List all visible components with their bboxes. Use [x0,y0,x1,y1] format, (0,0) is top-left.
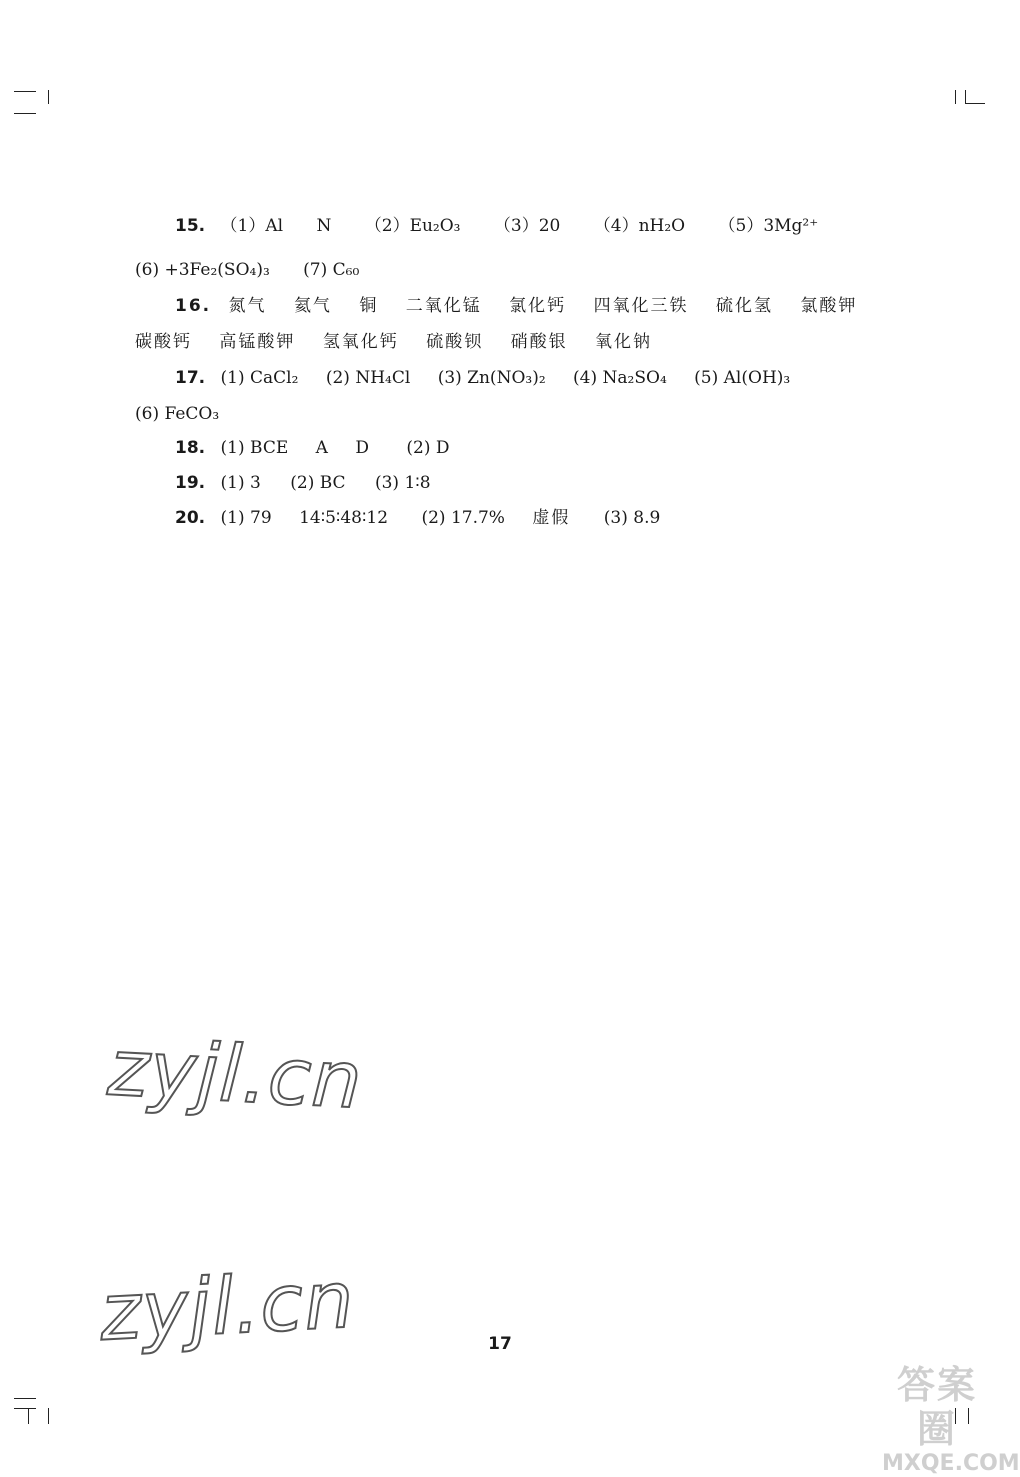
crop-mark-top-right [965,90,966,104]
crop-mark-top-left [48,90,49,104]
answer-part: 四氧化三铁 [593,296,689,316]
logo-text: 答案圈 [896,1363,977,1451]
question-number: 19. [175,473,206,493]
answer-part: （1）Al [220,216,284,236]
answer-part: 氯化钙 [509,296,567,316]
answer-part: 高锰酸钾 [219,332,296,352]
answer-part: (1) CaCl₂ [220,368,299,388]
site-logo [882,1363,1020,1476]
question-number: 20. [175,508,206,528]
answer-part: 虚假 [532,508,571,528]
answer-part: 碳酸钙 [135,332,192,352]
question-number: 18. [175,438,206,458]
answer-part: (3) Zn(NO₃)₂ [437,368,546,388]
question-number: 17. [175,368,206,388]
question-number: 16. [175,296,212,316]
answer-part: (2) D [406,438,450,458]
answer-part: 14∶5∶48∶12 [299,508,389,528]
logo-domain: MXQE.COM [882,1451,1020,1476]
crop-mark-top-right [955,90,956,104]
answer-18 [175,436,450,460]
answer-part: (4) Na₂SO₄ [573,368,667,388]
crop-mark-top-left [14,91,36,92]
answer-part: (7) C₆₀ [303,260,360,280]
watermark-text: zyjl.cn [105,1023,365,1127]
answer-15 [175,214,818,238]
answer-part: (2) 17.7% [421,508,505,528]
answer-part: 氮气 [228,296,267,316]
page-number: 17 [488,1334,512,1354]
answer-part: (2) NH₄Cl [325,368,411,388]
answer-20 [175,506,660,530]
answer-part: D [355,438,369,458]
answer-15-cont [135,258,359,282]
answer-part: 硫酸钡 [426,332,484,352]
answer-part: 铜 [359,296,379,316]
answer-part: 氯酸钾 [800,296,858,316]
answer-part: 氢氧化钙 [322,332,399,352]
answer-part: A [315,438,328,458]
answer-part: 二氧化锰 [405,296,482,316]
answer-17-cont [135,402,219,426]
answer-part: (1) 3 [220,473,261,493]
answer-19 [175,471,431,495]
answer-part: 氦气 [293,296,332,316]
crop-mark-bottom-left [14,1408,36,1409]
answer-part: 硫化氢 [715,296,773,316]
answer-16-cont [135,330,652,354]
answer-17 [175,366,790,390]
crop-mark-bottom-left [28,1408,29,1424]
answer-part: （4）nH₂O [593,216,686,236]
answer-part: (6) FeCO₃ [135,404,220,424]
answer-part: (1) 79 [220,508,272,528]
answer-part: (3) 1∶8 [374,473,431,493]
answer-16 [175,294,857,318]
answer-part: (1) BCE [220,438,289,458]
question-number: 15. [175,216,206,236]
crop-mark-bottom-left [48,1408,49,1424]
answer-part: N [316,216,332,236]
crop-mark-top-left [14,113,36,114]
answer-part: (3) 8.9 [603,508,661,528]
answer-part: (6) +3Fe₂(SO₄)₃ [135,260,270,280]
crop-mark-bottom-left [14,1398,36,1399]
answer-part: （2）Eu₂O₃ [364,216,461,236]
answer-part: (2) BC [290,473,346,493]
answer-part: 硝酸银 [510,332,568,352]
answer-part: （5）3Mg²⁺ [718,216,819,236]
answer-part: （3）20 [493,216,561,236]
crop-mark-top-right [965,103,985,104]
watermark-text: zyjl.cn [97,1255,357,1359]
answer-part: (5) Al(OH)₃ [694,368,791,388]
answer-part: 氧化钠 [595,332,653,352]
